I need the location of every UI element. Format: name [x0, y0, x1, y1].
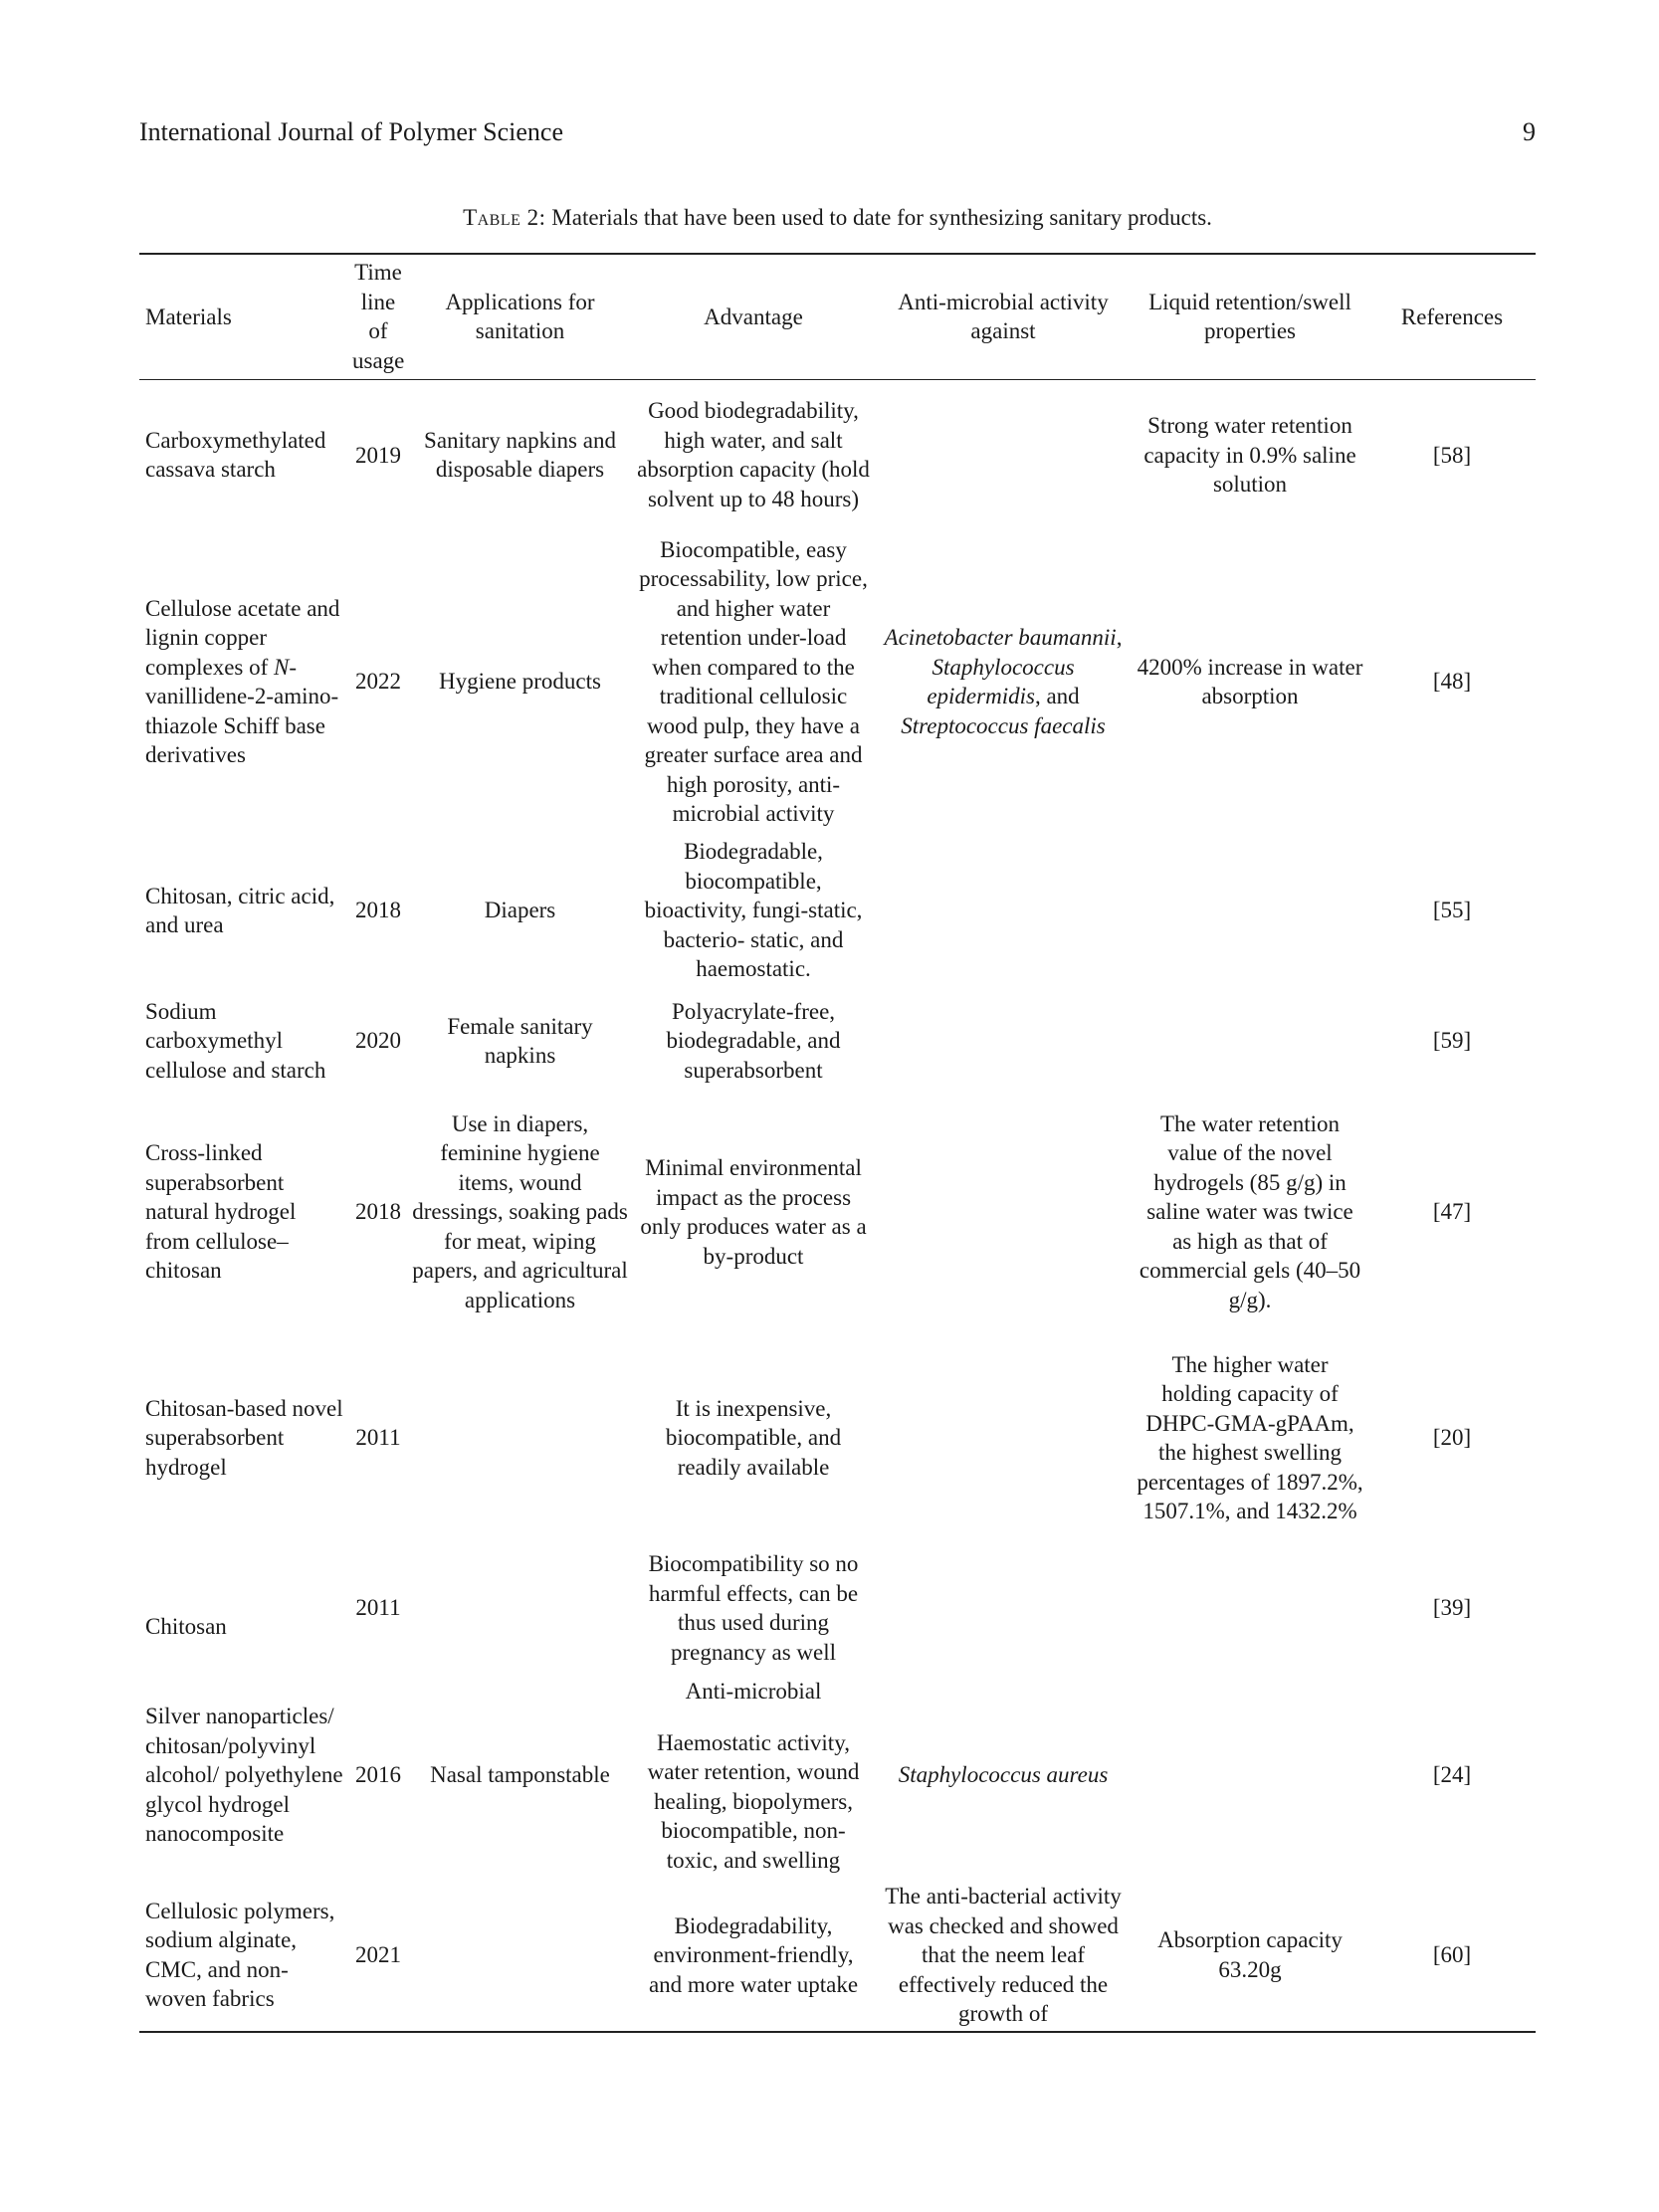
- cell-antimicrobial: [875, 833, 1132, 988]
- cell-material: Silver nanoparticles/ chitosan/polyvinyl alcohol/ polyethylene glycol hydrogel nanocomposite: [145, 1704, 343, 1847]
- organism-name: Staphylococcus epidermidis: [927, 654, 1075, 708]
- cell-retention: Strong water retention capacity in 0.9% saline solution: [1143, 413, 1356, 497]
- table-row: [139, 833, 1536, 988]
- cell-antimicrobial: [875, 379, 1132, 530]
- page-number: 9: [1523, 117, 1536, 146]
- column-header-timeline: Time line of usage: [352, 260, 405, 373]
- table-row: [139, 1330, 1536, 1545]
- organism-name: Acinetobacter baumannii: [884, 625, 1117, 650]
- advantage-heading: Anti-microbial: [685, 1679, 822, 1704]
- cell-reference: [60]: [1432, 1942, 1472, 1967]
- materials-table-wrapper: [139, 253, 1536, 2033]
- cell-year: 2020: [355, 1028, 401, 1054]
- table-row: [139, 1545, 1536, 1671]
- cell-antimicrobial: [875, 1330, 1132, 1545]
- material-italic-text: N: [274, 654, 290, 680]
- cell-advantage: Biodegradable, biocompatible, bioactivity, fungi-static, bacterio- static, and haemostatic.: [644, 839, 863, 982]
- cell-retention: [1132, 988, 1368, 1094]
- material-text-end: -vanillidene-2-amino-thiazole Schiff base derivatives: [145, 654, 339, 767]
- cell-reference: [47]: [1432, 1199, 1472, 1225]
- cell-retention: Absorption capacity 63.20g: [1157, 1927, 1343, 1982]
- table-body: [139, 379, 1536, 2032]
- cell-year: 2011: [355, 1425, 401, 1451]
- running-header: [139, 117, 1536, 147]
- table-row: [139, 530, 1536, 833]
- organism-name: Streptococcus faecalis: [901, 712, 1106, 738]
- cell-application: Nasal tamponstable: [430, 1762, 610, 1788]
- advantage-text: Haemostatic activity, water retention, wound healing, biopolymers, biocompatible, non-toxic, and swelling: [647, 1729, 860, 1873]
- cell-material: Cross-linked superabsorbent natural hydrogel from cellulose–chitosan: [145, 1140, 297, 1284]
- cell-reference: [59]: [1432, 1028, 1472, 1054]
- table-header: [139, 254, 1536, 379]
- cell-antimicrobial: [875, 1094, 1132, 1330]
- cell-advantage: [632, 1671, 875, 1880]
- table-row: [139, 1880, 1536, 2032]
- cell-application: Hygiene products: [439, 669, 601, 695]
- cell-year: 2018: [355, 898, 401, 923]
- cell-application: Use in diapers, feminine hygiene items, wound dressings, soaking pads for meat, wiping papers, and agricultural applications: [412, 1110, 628, 1312]
- column-header-references: References: [1400, 303, 1504, 329]
- cell-material: Chitosan-based novel superabsorbent hydrogel: [145, 1395, 343, 1480]
- table-row: [139, 1094, 1536, 1330]
- table-caption-text: Materials that have been used to date for synthesizing sanitary products.: [545, 205, 1212, 230]
- column-header-advantage: Advantage: [704, 303, 803, 329]
- cell-reference: [24]: [1432, 1762, 1472, 1788]
- cell-year: 2018: [355, 1199, 401, 1225]
- cell-application: Female sanitary napkins: [447, 1013, 593, 1068]
- cell-material: Chitosan: [145, 1614, 227, 1640]
- cell-material: Cellulosic polymers, sodium alginate, CMC, and non-woven fabrics: [145, 1898, 335, 2012]
- cell-advantage: Polyacrylate-free, biodegradable, and superabsorbent: [666, 998, 841, 1083]
- table-row: [139, 379, 1536, 530]
- column-header-retention: Liquid retention/swell properties: [1148, 289, 1351, 344]
- cell-antimicrobial: [875, 1545, 1132, 1671]
- cell-retention: 4200% increase in water absorption: [1137, 654, 1363, 708]
- organism-separator: , and: [1034, 684, 1080, 708]
- cell-material: Chitosan, citric acid, and urea: [145, 883, 335, 937]
- cell-retention: The water retention value of the novel hydrogels (85 g/g) in saline water was twice as high as that of commercial gels (40–50 g/g).: [1139, 1110, 1361, 1312]
- table-label: Table 2:: [463, 205, 546, 230]
- table-row: [139, 988, 1536, 1094]
- cell-material: [139, 530, 348, 833]
- cell-reference: [39]: [1432, 1595, 1472, 1621]
- cell-advantage: Biodegradability, environment-friendly, and more water uptake: [648, 1912, 859, 1997]
- cell-reference: [20]: [1432, 1425, 1472, 1451]
- column-header-antimicrobial: Anti-microbial activity against: [898, 289, 1109, 344]
- cell-year: 2016: [355, 1762, 401, 1788]
- cell-retention: [1132, 1671, 1368, 1880]
- cell-advantage: Good biodegradability, high water, and salt absorption capacity (hold solvent up to 48 hours): [637, 398, 870, 511]
- journal-title: International Journal of Polymer Science: [139, 117, 563, 146]
- column-header-applications: Applications for sanitation: [445, 289, 595, 344]
- material-text: Cellulose acetate and lignin copper complexes of: [145, 595, 340, 680]
- organism-separator: ,: [1116, 625, 1123, 650]
- cell-year: 2022: [355, 669, 401, 695]
- cell-advantage: It is inexpensive, biocompatible, and readily available: [665, 1395, 842, 1480]
- cell-reference: [48]: [1432, 669, 1472, 695]
- cell-year: 2019: [355, 442, 401, 468]
- cell-advantage: Biocompatible, easy processability, low price, and higher water retention under-load when compared to the traditional cellulosic wood pulp, they have a greater surface area and high porosity, anti-microbial activity: [639, 536, 868, 826]
- cell-antimicrobial: The anti-bacterial activity was checked and showed that the neem leaf effectively reduced the growth of: [885, 1884, 1122, 2026]
- table-row: [139, 1671, 1536, 1880]
- cell-year: 2021: [355, 1942, 401, 1967]
- cell-year: 2011: [355, 1595, 401, 1621]
- cell-advantage: Minimal environmental impact as the process only produces water as a by-product: [640, 1155, 867, 1269]
- cell-material: Sodium carboxymethyl cellulose and starch: [145, 998, 326, 1083]
- cell-antimicrobial: Staphylococcus aureus: [898, 1762, 1109, 1788]
- materials-table: [139, 253, 1536, 2033]
- cell-reference: [55]: [1432, 898, 1472, 923]
- cell-application: Diapers: [484, 898, 556, 923]
- cell-retention: [1132, 833, 1368, 988]
- cell-application: [408, 1330, 632, 1545]
- cell-application: [408, 1545, 632, 1671]
- cell-antimicrobial: [875, 988, 1132, 1094]
- cell-retention: The higher water holding capacity of DHPC-GMA-gPAAm, the highest swelling percentages of 1897.2%, 1507.1%, and 1432.2%: [1137, 1351, 1363, 1523]
- table-caption: [139, 205, 1536, 231]
- cell-antimicrobial: [875, 530, 1132, 833]
- cell-application: Sanitary napkins and disposable diapers: [424, 427, 616, 483]
- cell-application: [408, 1880, 632, 2032]
- cell-retention: [1132, 1545, 1368, 1671]
- column-header-materials: Materials: [145, 303, 232, 329]
- cell-reference: [58]: [1432, 442, 1472, 468]
- cell-material: Carboxymethylated cassava starch: [145, 427, 326, 483]
- cell-advantage: Biocompatibility so no harmful effects, can be thus used during pregnancy as well: [648, 1551, 859, 1665]
